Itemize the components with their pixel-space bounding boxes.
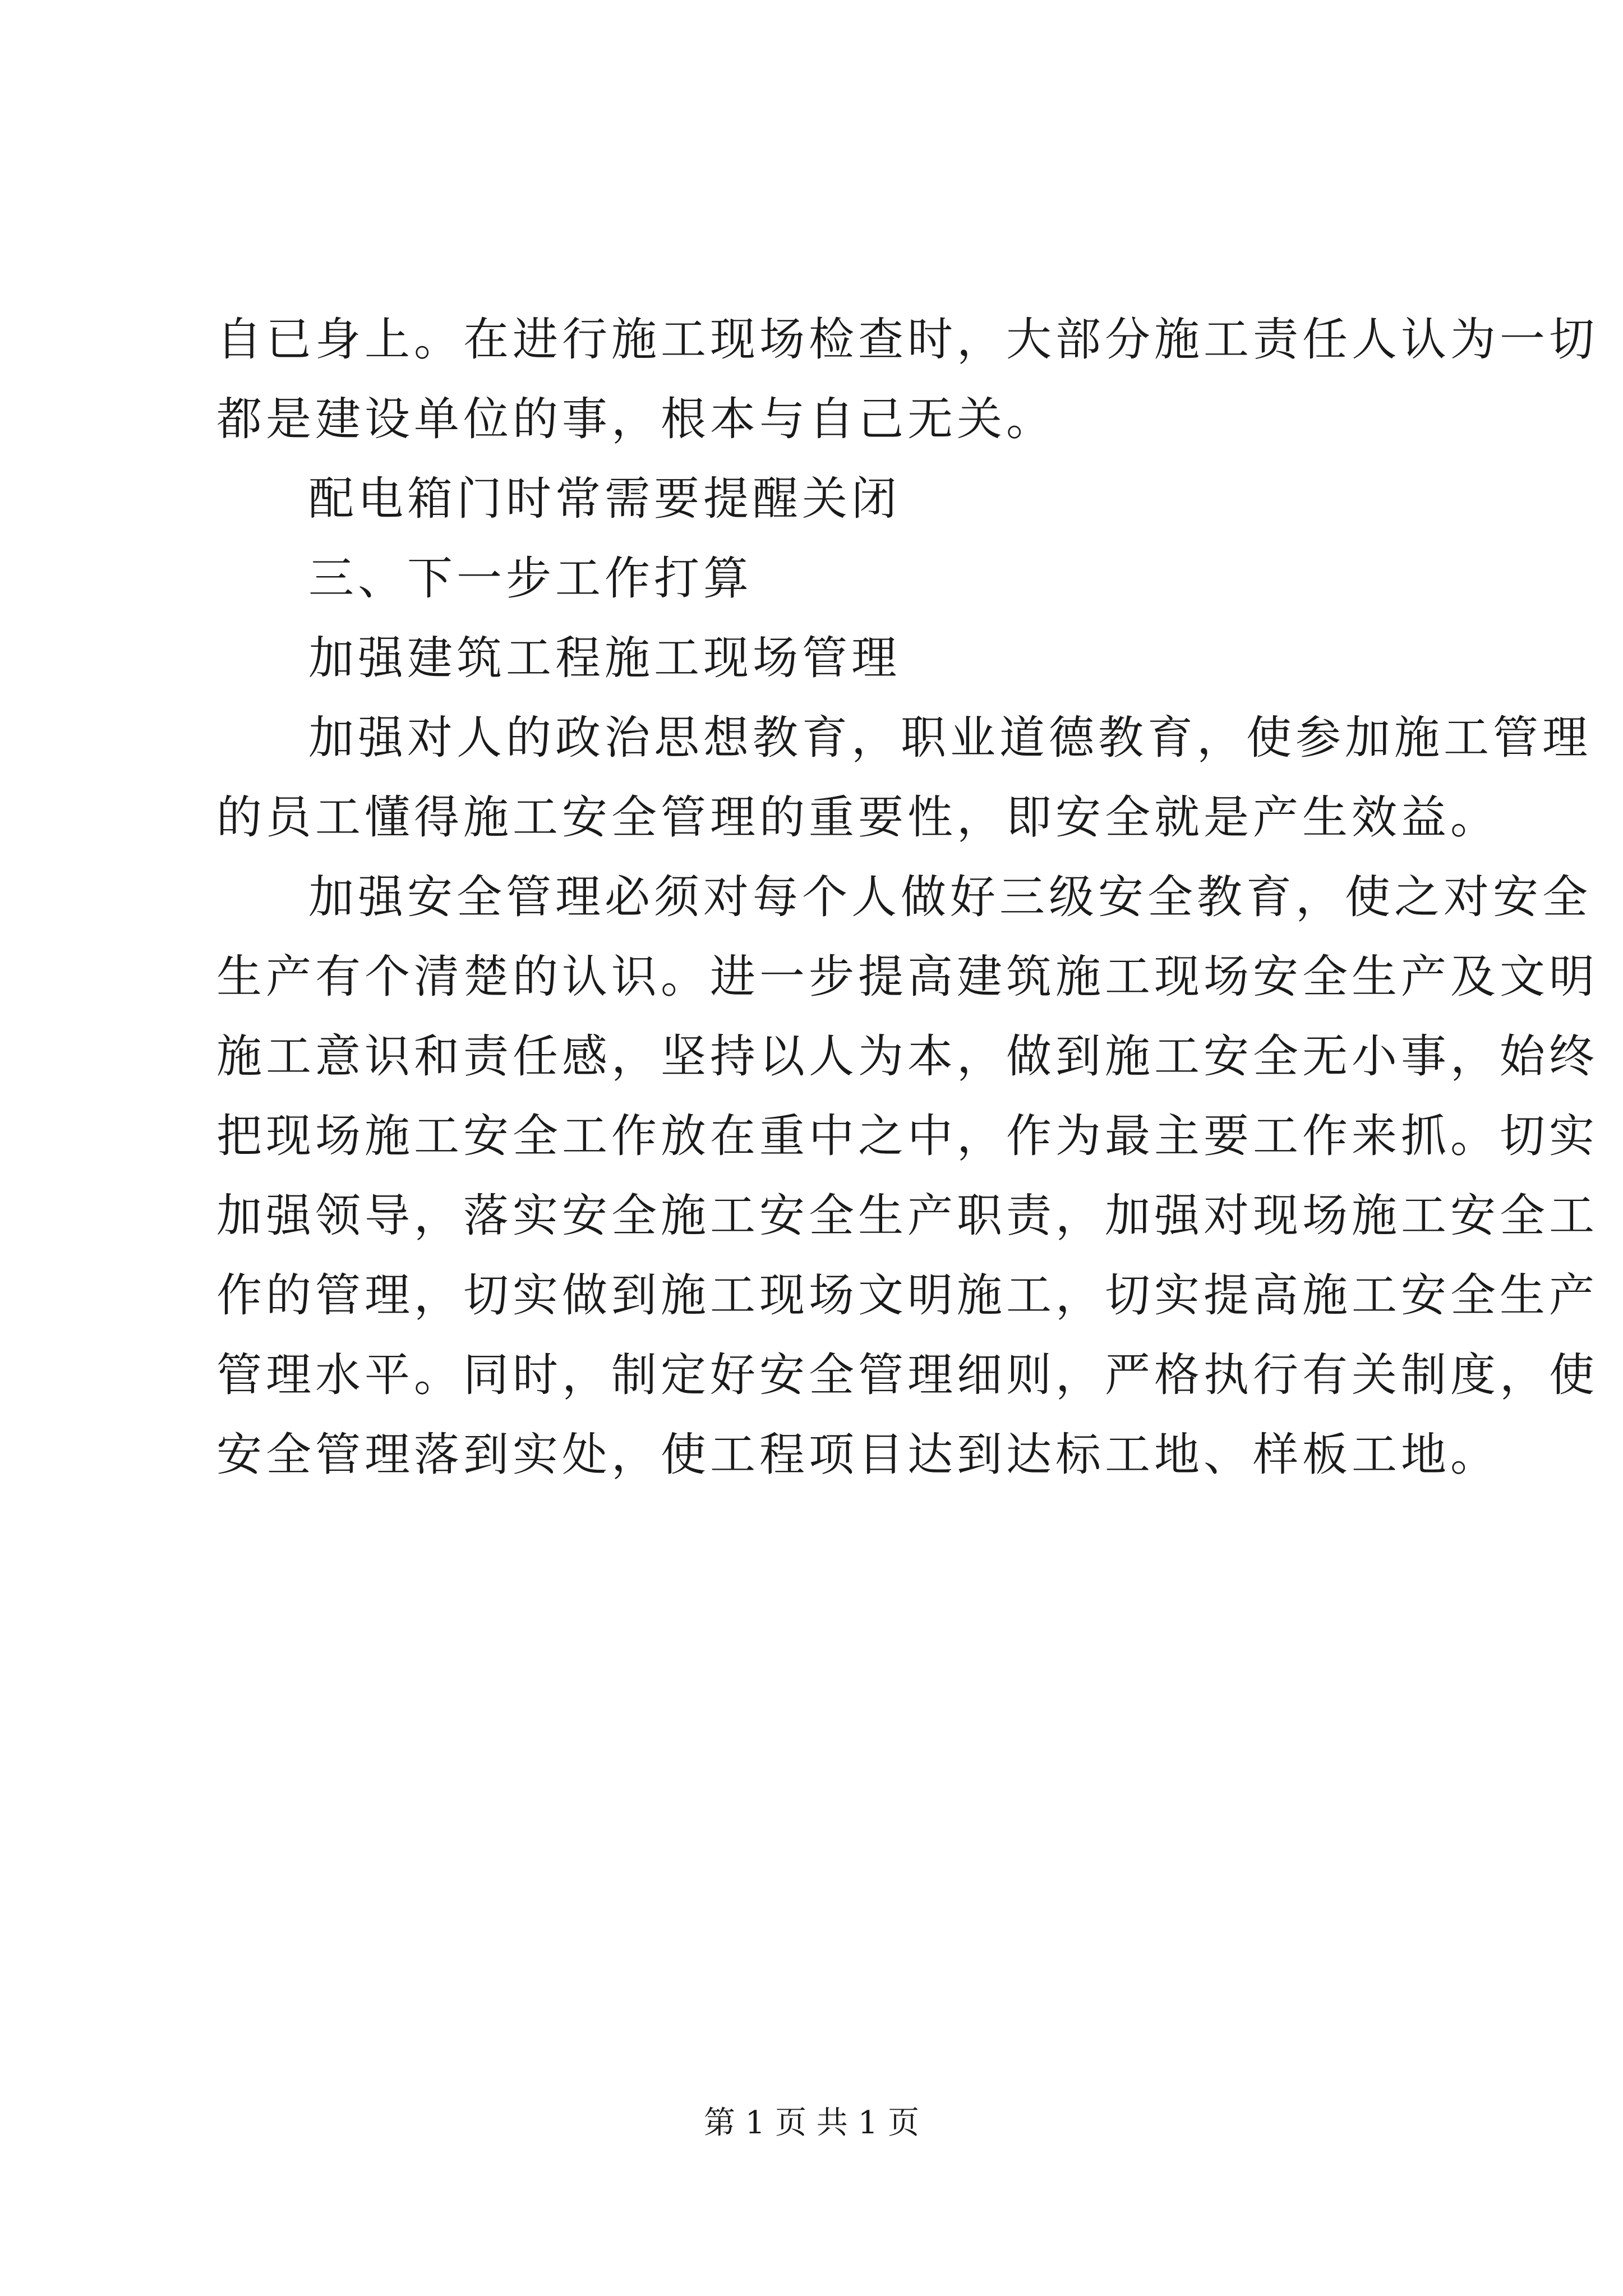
text-line: 加强领导，落实安全施工安全生产职责，加强对现场施工安全工 bbox=[216, 1190, 1599, 1243]
text-line: 把现场施工安全工作放在重中之中，作为最主要工作来抓。切实 bbox=[216, 1110, 1599, 1163]
text-line: 施工意识和责任感，坚持以人为本，做到施工安全无小事，始终 bbox=[216, 1030, 1599, 1083]
text-line: 配电箱门时常需要提醒关闭 bbox=[308, 473, 901, 526]
text-line: 都是建设单位的事，根本与自己无关。 bbox=[216, 393, 1056, 446]
text-line: 加强安全管理必须对每个人做好三级安全教育，使之对安全 bbox=[308, 871, 1592, 924]
text-line: 加强建筑工程施工现场管理 bbox=[308, 632, 901, 685]
text-line: 的员工懂得施工安全管理的重要性，即安全就是产生效益。 bbox=[216, 792, 1500, 844]
page-footer: 第 1 页 共 1 页 bbox=[703, 2105, 920, 2141]
section-heading: 三、下一步工作打算 bbox=[308, 553, 753, 605]
body-text bbox=[216, 300, 1599, 1495]
text-line: 作的管理，切实做到施工现场文明施工，切实提高施工安全生产 bbox=[216, 1269, 1599, 1322]
text-line: 生产有个清楚的认识。进一步提高建筑施工现场安全生产及文明 bbox=[216, 951, 1599, 1004]
text-line: 自已身上。在进行施工现场检查时，大部分施工责任人认为一切 bbox=[216, 314, 1599, 366]
text-line: 加强对人的政治思想教育，职业道德教育，使参加施工管理 bbox=[308, 712, 1592, 765]
text-line: 安全管理落到实处，使工程项目达到达标工地、样板工地。 bbox=[216, 1429, 1500, 1481]
text-line: 管理水平。同时，制定好安全管理细则，严格执行有关制度，使 bbox=[216, 1349, 1599, 1402]
